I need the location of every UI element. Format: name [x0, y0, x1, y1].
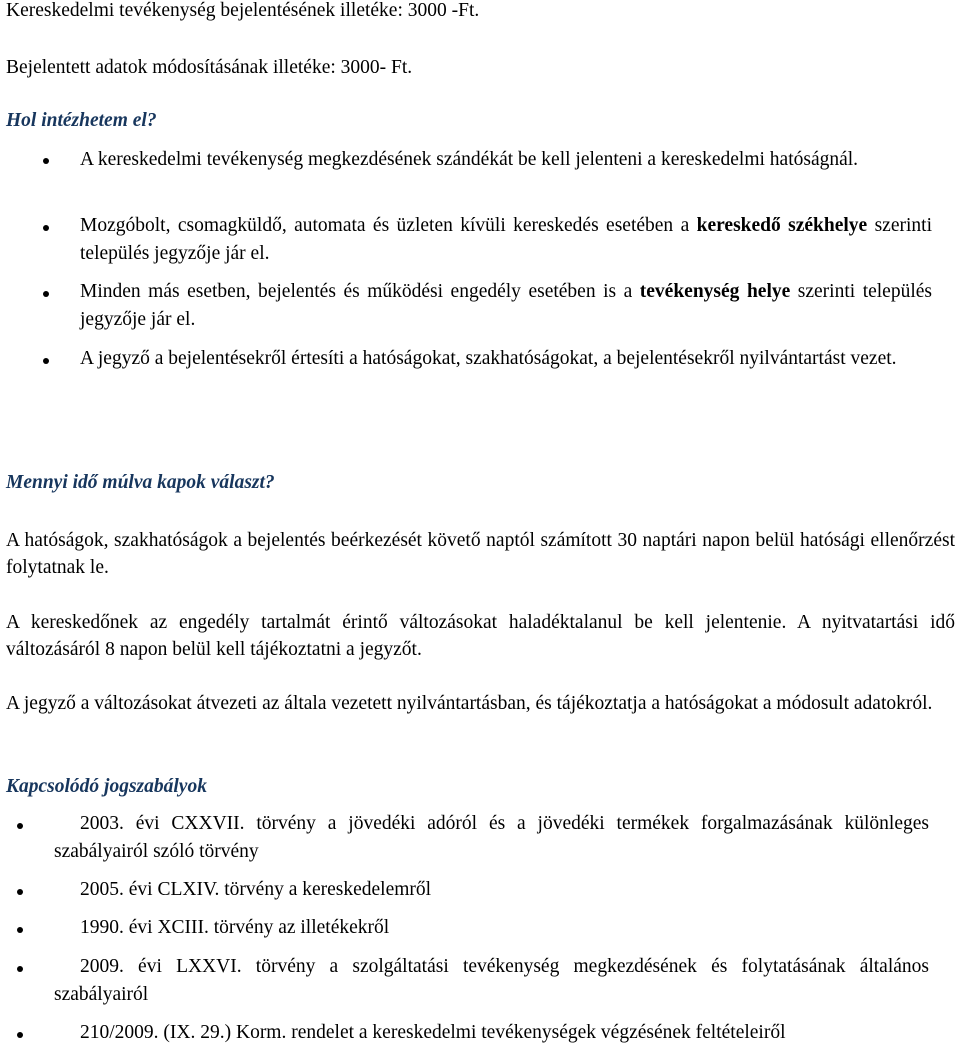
fee-line-registration: Kereskedelmi tevékenység bejelentésének illetéke: 3000 -Ft.: [6, 0, 480, 21]
bullet-icon: [43, 158, 49, 164]
list-item-text-bold: kereskedő székhelye: [696, 215, 868, 236]
law-item-text: 210/2009. (IX. 29.) Korm. rendelet a kereskedelmi tevékenységek végzésének feltételeiről: [80, 1022, 786, 1043]
bullet-icon: [17, 823, 23, 829]
list-item-text-pre: Mozgóbolt, csomagküldő, automata és üzleten kívüli kereskedés esetében a: [80, 215, 697, 236]
law-item-text: 1990. évi XCIII. törvény az illetékekről: [80, 917, 390, 938]
bullet-icon: [17, 966, 23, 972]
paragraph-inspection: A hatóságok, szakhatóságok a bejelentés beérkezését követő naptól számított 30 naptári napon belül hatósági ellenőrzést folytatnak le.: [6, 530, 955, 578]
paragraph-registry: A jegyző a változásokat átvezeti az általa vezetett nyilvántartásban, és tájékoztatja a hatóságokat a módosult adatokról.: [6, 693, 933, 714]
law-item-text: 2003. évi CXXVII. törvény a jövedéki adóról és a jövedéki termékek forgalmazásának különleges szabályairól szóló törvény: [54, 813, 929, 862]
list-item-text: [80, 278, 932, 334]
law-item-text: 2005. évi CLXIV. törvény a kereskedelemről: [80, 879, 432, 900]
list-item-text-post: szerinti település jegyzője jár el.: [80, 281, 932, 330]
bullet-icon: [43, 225, 49, 231]
bullet-icon: [17, 889, 23, 895]
list-item-text: [80, 212, 932, 268]
section-heading-time: Mennyi idő múlva kapok választ?: [6, 472, 275, 493]
list-item-text-pre: Minden más esetben, bejelentés és működési engedély esetében is a: [80, 281, 640, 302]
bullet-icon: [43, 291, 49, 297]
bullet-icon: [17, 1032, 23, 1038]
bullet-icon: [43, 358, 49, 364]
bullet-icon: [17, 927, 23, 933]
list-item-text-bold: tevékenység helye: [639, 281, 791, 302]
list-item-text: A kereskedelmi tevékenység megkezdésének szándékát be kell jelenteni a kereskedelmi hatóságnál.: [80, 149, 859, 170]
list-item-text-post: szerinti település jegyzője jár el.: [80, 215, 932, 264]
law-item-text: 2009. évi LXXVI. törvény a szolgáltatási tevékenység megkezdésének és folytatásának általános szabályairól: [54, 956, 929, 1005]
section-heading-where: Hol intézhetem el?: [6, 110, 157, 131]
section-heading-laws: Kapcsolódó jogszabályok: [6, 776, 207, 797]
list-item-text: A jegyző a bejelentésekről értesíti a hatóságokat, szakhatóságokat, a bejelentésekről nyilvántartást vezet.: [80, 348, 897, 369]
fee-line-modification: Bejelentett adatok módosításának illetéke: 3000- Ft.: [6, 57, 413, 78]
paragraph-changes: A kereskedőnek az engedély tartalmát érintő változásokat haladéktalanul be kell jelentenie. A nyitvatartási idő változásáról 8 napon belül kell tájékoztatni a jegyzőt.: [6, 612, 955, 660]
